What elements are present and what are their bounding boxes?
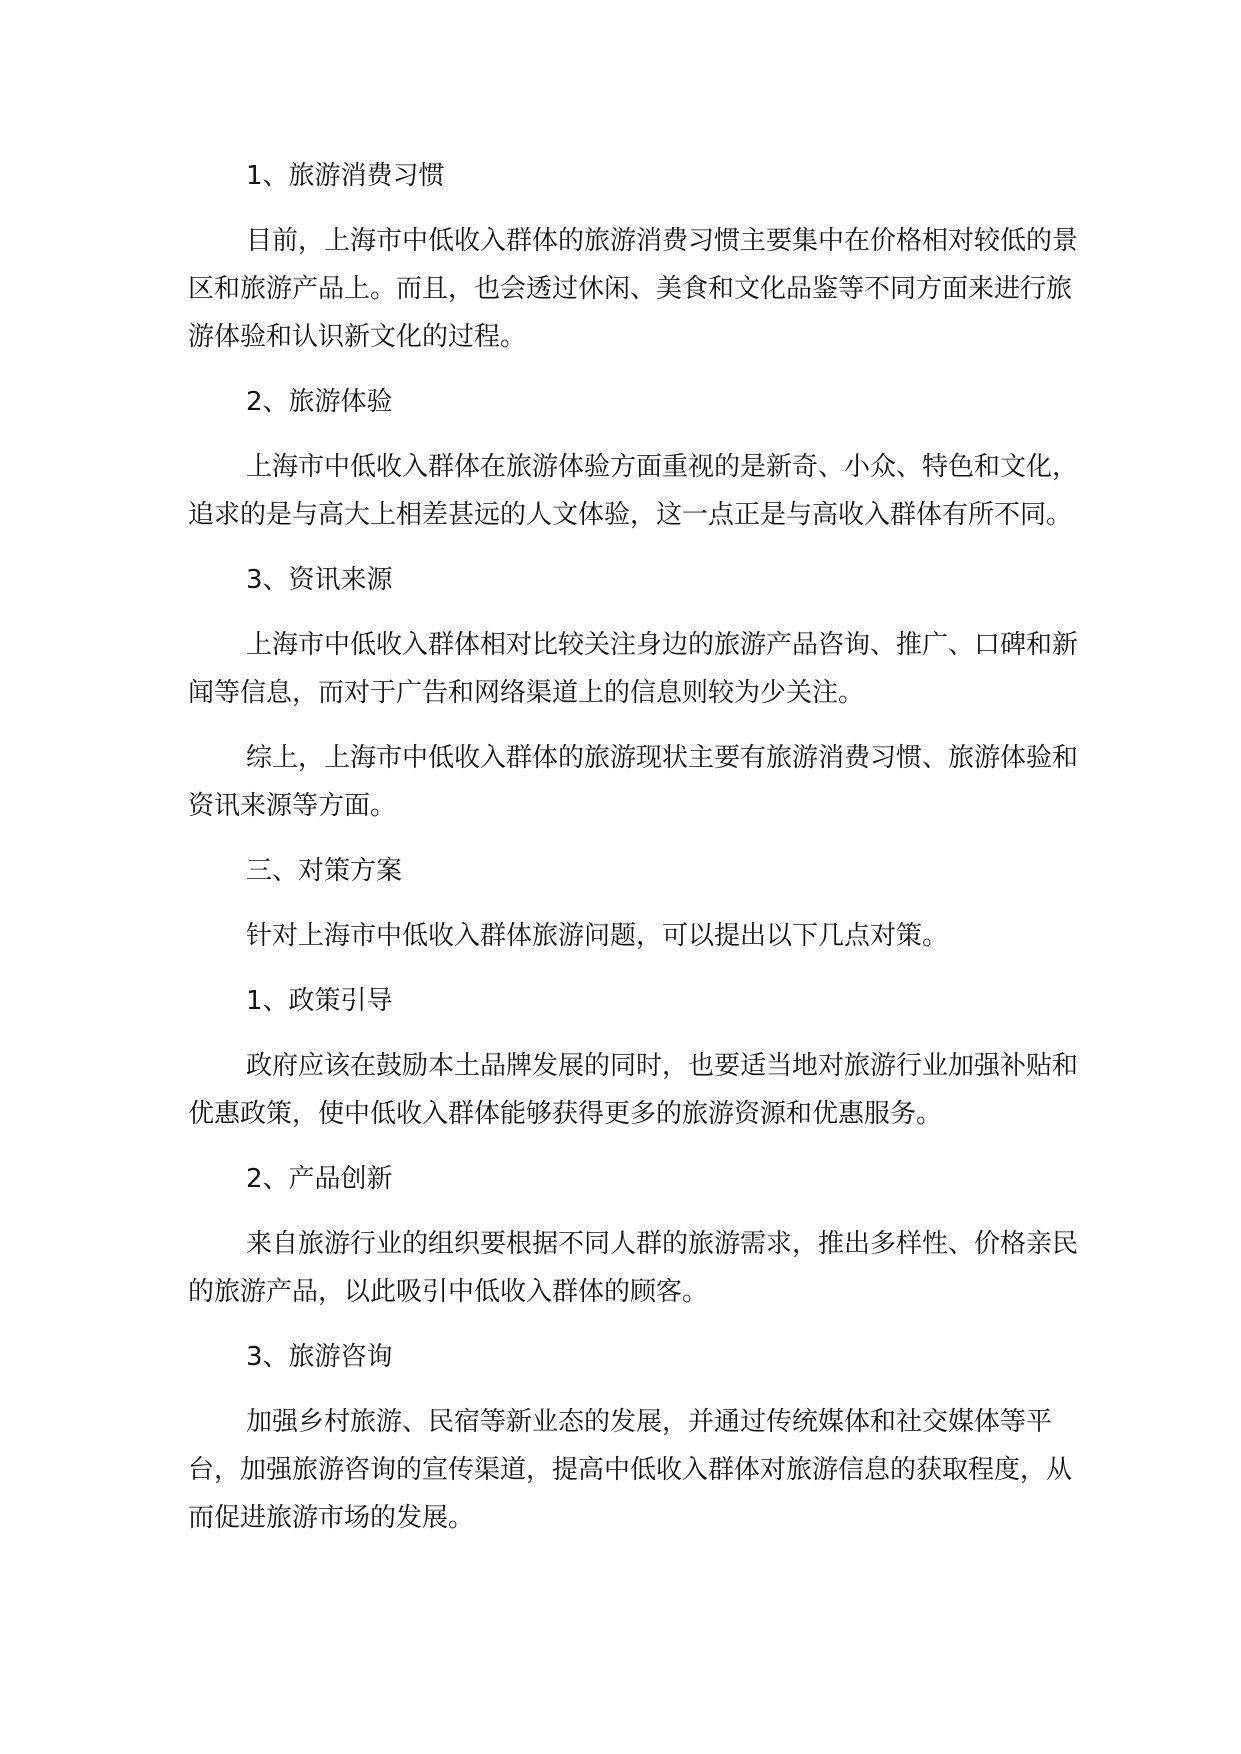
section-heading-product-innovation: 2、产品创新 bbox=[246, 1164, 393, 1194]
paragraph-travel-experience: 上海市中低收入群体在旅游体验方面重视的是新奇、小众、特色和文化，追求的是与高大上相差甚远的人文体验，这一点正是与高收入群体有所不同。 bbox=[188, 452, 1079, 530]
document-body bbox=[188, 152, 1078, 1559]
paragraph-summary: 综上，上海市中低收入群体的旅游现状主要有旅游消费习惯、旅游体验和资讯来源等方面。 bbox=[188, 743, 1079, 821]
paragraph-countermeasures-intro: 针对上海市中低收入群体旅游问题，可以提出以下几点对策。 bbox=[246, 921, 949, 951]
section-heading-travel-experience: 2、旅游体验 bbox=[246, 387, 393, 417]
paragraph-product-innovation: 来自旅游行业的组织要根据不同人群的旅游需求，推出多样性、价格亲民的旅游产品，以此吸引中低收入群体的顾客。 bbox=[188, 1229, 1079, 1307]
paragraph-travel-consulting: 加强乡村旅游、民宿等新业态的发展，并通过传统媒体和社交媒体等平台，加强旅游咨询的宣传渠道，提高中低收入群体对旅游信息的获取程度，从而促进旅游市场的发展。 bbox=[188, 1407, 1073, 1533]
section-heading-policy-guidance: 1、政策引导 bbox=[246, 986, 393, 1016]
paragraph-info-sources: 上海市中低收入群体相对比较关注身边的旅游产品咨询、推广、口碑和新闻等信息，而对于广告和网络渠道上的信息则较为少关注。 bbox=[188, 630, 1079, 708]
paragraph-policy-guidance: 政府应该在鼓励本土品牌发展的同时，也要适当地对旅游行业加强补贴和优惠政策，使中低收入群体能够获得更多的旅游资源和优惠服务。 bbox=[188, 1051, 1079, 1129]
section-heading-travel-consulting: 3、旅游咨询 bbox=[246, 1342, 393, 1372]
section-heading-info-sources: 3、资讯来源 bbox=[246, 565, 393, 595]
section-heading-consumption-habits: 1、旅游消费习惯 bbox=[246, 161, 445, 191]
paragraph-consumption-habits: 目前，上海市中低收入群体的旅游消费习惯主要集中在价格相对较低的景区和旅游产品上。而且，也会透过休闲、美食和文化品鉴等不同方面来进行旅游体验和认识新文化的过程。 bbox=[188, 226, 1079, 352]
section-heading-countermeasures: 三、对策方案 bbox=[246, 856, 403, 886]
